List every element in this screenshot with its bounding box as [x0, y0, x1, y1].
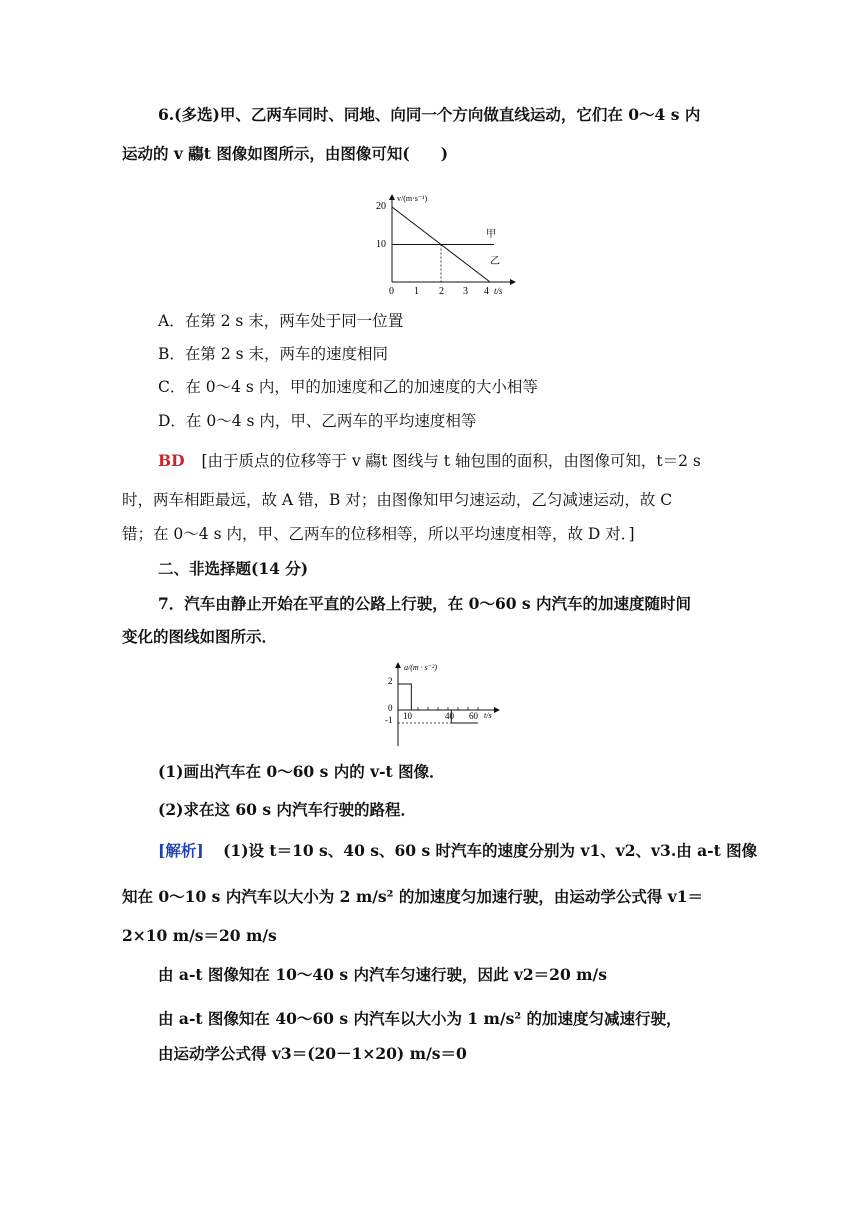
- q7-solution-5: 由 a-t 图像知在 40～60 s 内汽车以大小为 1 m/s² 的加速度匀减速行驶，: [158, 1009, 682, 1028]
- q6-explanation-2: 时，两车相距最远，故 A 错，B 对；由图像知甲匀速运动，乙匀减速运动，故 C: [122, 491, 673, 509]
- series-yi-label: 乙: [490, 256, 500, 267]
- q6-option-a: A．在第 2 s 末，两车处于同一位置: [158, 312, 404, 330]
- vt-xtick-2: 2: [439, 286, 444, 297]
- series-jia-label: 甲: [486, 229, 496, 240]
- q7-solution-1: [158, 843, 757, 859]
- vt-ytick-10: 10: [376, 239, 386, 250]
- vt-chart: [370, 192, 520, 302]
- vt-xtick-1: 1: [414, 286, 419, 297]
- at-xtick-10: 10: [403, 711, 412, 721]
- vt-ytick-20: 20: [376, 201, 386, 212]
- q6-option-d: D．在 0～4 s 内，甲、乙两车的平均速度相等: [158, 412, 477, 430]
- at-chart: [384, 660, 509, 750]
- q6-answer: BD: [158, 451, 185, 470]
- vt-xlabel: t/s: [494, 286, 503, 296]
- q7-sub2: (2)求在这 60 s 内汽车行驶的路程．: [158, 800, 416, 819]
- vt-xtick-0: 0: [389, 286, 394, 297]
- vt-ylabel: v/(m·s⁻¹): [397, 194, 428, 203]
- q6-answer-line: [158, 453, 701, 470]
- section-heading: 二、非选择题(14 分): [158, 559, 309, 578]
- at-ytick-0: 0: [388, 703, 393, 713]
- q7-line2: 变化的图线如图所示．: [122, 627, 278, 646]
- q7-solution-3: 2×10 m/s＝20 m/s: [122, 926, 277, 945]
- q7-solution-4: 由 a-t 图像知在 10～40 s 内汽车匀速行驶，因此 v2＝20 m/s: [158, 965, 607, 984]
- at-ylabel: a/(m · s⁻²): [404, 663, 438, 672]
- q7-solution-2: 知在 0～10 s 内汽车以大小为 2 m/s² 的加速度匀加速行驶，由运动学公式得 v1＝: [122, 887, 704, 906]
- q6-line2: 运动的 v 鬺t 图像如图所示，由图像可知( ): [122, 144, 449, 163]
- q6-explanation-1: [由于质点的位移等于 v 鬺t 图线与 t 轴包围的面积，由图像可知，t＝2 s: [201, 452, 701, 470]
- q6-line1: 6.(多选)甲、乙两车同时、同地、向同一个方向做直线运动，它们在 0～4 s 内: [158, 105, 701, 124]
- q6-explanation-3: 错；在 0～4 s 内，甲、乙两车的位移相等，所以平均速度相等，故 D 对．]: [122, 525, 635, 543]
- at-ytick-neg1: -1: [385, 715, 393, 725]
- q7-line1: 7．汽车由静止开始在平直的公路上行驶，在 0～60 s 内汽车的加速度随时间: [158, 594, 692, 613]
- q6-option-c: C．在 0～4 s 内，甲的加速度和乙的加速度的大小相等: [158, 378, 538, 396]
- vt-xtick-4: 4: [484, 286, 489, 297]
- q6-option-b: B．在第 2 s 末，两车的速度相同: [158, 345, 388, 363]
- q7-sub1: (1)画出汽车在 0～60 s 内的 v-t 图像．: [158, 762, 445, 781]
- vt-xtick-3: 3: [463, 286, 468, 297]
- at-xtick-40: 40: [445, 711, 454, 721]
- q7-solution-6: 由运动学公式得 v3＝(20－1×20) m/s＝0: [158, 1044, 467, 1063]
- solution-line-1: (1)设 t＝10 s、40 s、60 s 时汽车的速度分别为 v1、v2、v3.由 a-t 图像: [223, 841, 758, 860]
- at-ytick-2: 2: [388, 676, 393, 686]
- at-xlabel: t/s: [484, 711, 492, 720]
- solution-tag: [解析]: [158, 841, 204, 860]
- at-xtick-60: 60: [469, 711, 478, 721]
